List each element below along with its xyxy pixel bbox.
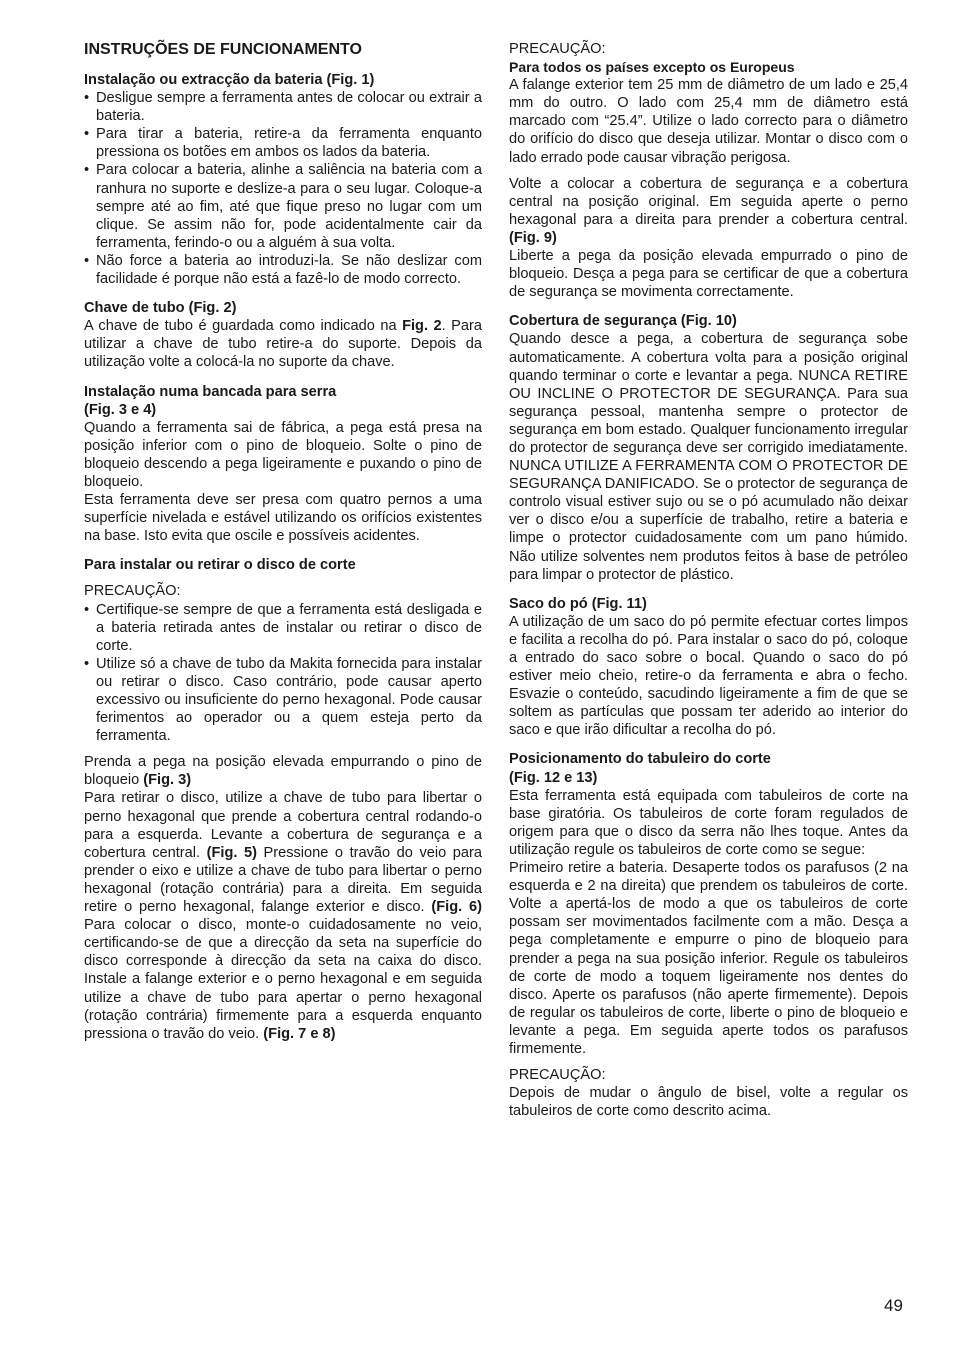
- text-run: Volte a colocar a cobertura de segurança e a cobertura central na posição original. Em seguida aperte o perno hexagonal para a direita para prender a cobertura central.: [509, 175, 908, 228]
- list-item: • Utilize só a chave de tubo da Makita fornecida para instalar ou retirar o disco. Caso contrário, pode causar aperto excessivo ou insuficiente do perno hexagonal. Pode causar ferimentos ao operador ou a quem esteja perto da ferramenta.: [84, 655, 482, 745]
- paragraph: A falange exterior tem 25 mm de diâmetro de um lado e 25,4 mm do outro. O lado com 25,4 mm de diâmetro está marcado com “25.4”. Utilize o lado correcto para o diâmetro do orifício do disco que deseja utilizar. Montar o disco com o lado errado pode causar vibração perigosa.: [509, 77, 908, 166]
- paragraph: Esta ferramenta está equipada com tabuleiros de corte na base giratória. Os tabuleiros de corte foram regulados de origem para que o disco da serra não lhes toque. Antes da utilização regule os tabuleiros de corte como se segue:: [509, 787, 908, 858]
- paragraph: Primeiro retire a bateria. Desaperte todos os parafusos (2 na esquerda e 2 na direita) que prendem os tabuleiros de corte. Volte a apertá-los de modo a que os tabuleiros de corte possam ser movimentados facilmente com a mão. Desça a pega completamente e empurre o pino de bloqueio para prender a pega na sua posição inferior. Regule os tabuleiros de corte de modo a toquem ligeiramente nos dentes do disco. Aperte os parafusos (não aperte firmemente). Depois de regular os tabuleiros de corte, liberte o pino de bloqueio e levante a pega. Em seguida aperte todos os parafusos firmemente.: [509, 860, 908, 1057]
- section-wrench: [84, 299, 482, 371]
- section-guard: [509, 312, 908, 583]
- text-run: . Para utilizar a chave de tubo retire-a do suporte. Depois da utilização volte a colocá-la no suporte da chave.: [84, 318, 483, 371]
- section-dust: [509, 595, 908, 740]
- list-item: • Certifique-se sempre de que a ferramenta está desligada e a bateria retirada antes de instalar ou retirar o disco de corte.: [84, 601, 482, 655]
- section-heading: Chave de tubo (Fig. 2): [84, 300, 237, 317]
- bullet-list: [84, 601, 482, 746]
- fig-ref: (Fig. 9): [509, 229, 557, 246]
- section-heading-line2: (Fig. 12 e 13): [509, 769, 598, 786]
- text-run: Para retirar o disco, utilize a chave de tubo para libertar o perno hexagonal que prende a cobertura central rodando-o para a esquerda. Levante a cobertura de segurança e a cobertura central.: [84, 790, 482, 861]
- list-item: • Desligue sempre a ferramenta antes de colocar ou extrair a bateria.: [84, 89, 482, 125]
- section-heading: Para instalar ou retirar o disco de corte: [84, 557, 356, 574]
- section-heading: Instalação numa bancada para serra: [84, 383, 337, 400]
- caution-subheading: Para todos os países excepto os Europeus: [509, 59, 795, 76]
- paragraph: [509, 175, 908, 247]
- fig-ref: (Fig. 6): [431, 899, 482, 916]
- paragraph: Quando desce a pega, a cobertura de segurança sobe automaticamente. A cobertura volta para a posição original quando terminar o corte e levantar a pega. NUNCA RETIRE OU INCLINE O PROTECTOR DE SEGURANÇA. Para sua segurança pessoal, mantenha sempre o protector de segurança em bom estado. Qualquer funcionamento irregular do protector de segurança deve ser corrigido imediatamente. NUNCA UTILIZE A FERRAMENTA COM O PROTECTOR DE SEGURANÇA DANIFICADO. Se o protector de segurança de controlo visual estiver sujo ou se o pó acumulado não deixar ver o disco e/ou a superfície de trabalho, retire a bateria e limpe o protector cuidadosamente com um pano húmido. Não utilize solventes nem produtos feitos à base de petróleo para limpar o protector de plástico.: [509, 331, 908, 583]
- caution-label: PRECAUÇÃO:: [509, 1067, 606, 1084]
- list-item: • Para colocar a bateria, alinhe a saliência na bateria com a ranhura no suporte e deslize-a para o seu lugar. Coloque-a sempre até ao fim, até que fique preso no lugar com um clique. Se assim não for, pode acidentalmente cair da ferramenta, ferindo-o ou a alguém à sua volta.: [84, 161, 482, 251]
- fig-ref: (Fig. 5): [206, 844, 257, 861]
- text-run: A chave de tubo é guardada como indicado na: [84, 318, 403, 335]
- text-run: Pressione o travão do veio para prender o eixo e utilize a chave de tubo para libertar o perno hexagonal (rotação contrária) para a direita. Em seguida retire o perno hexagonal, falange exterior e disco.: [84, 844, 482, 916]
- section-heading: Cobertura de segurança (Fig. 10): [509, 313, 737, 330]
- section-bench: [84, 383, 482, 546]
- section-heading: Instalação ou extracção da bateria (Fig. 1): [84, 72, 375, 88]
- list-item: • Para tirar a bateria, retire-a da ferramenta enquanto pressiona os botões em ambos os lados da bateria.: [84, 125, 482, 161]
- text-run: Prenda a pega na posição elevada empurrando o pino de bloqueio: [84, 754, 482, 789]
- paragraph: A utilização de um saco do pó permite efectuar cortes limpos e facilita a recolha do pó. Para instalar o saco do pó, coloque a entrado do saco sobre o bocal. Quando o saco do pó estiver meio cheio, retire-o da ferramenta e abra o fecho. Esvazie o conteúdo, sacudindo ligeiramente a fim de que se soltem as partículas que possam ter aderido ao interior do saco e que irão dificultar a recolha do pó.: [509, 613, 908, 739]
- text-run: Para colocar o disco, monte-o cuidadosamente no veio, certificando-se de que a direcção da seta na superfície do disco corresponde à direcção da seta na caixa do disco. Instale a falange exterior e o perno hexagonal e em seguida utilize a chave de tubo para apertar o perno hexagonal (rotação contrária) firmemente para a esquerda enquanto pressiona o travão do veio.: [84, 917, 482, 1042]
- section-kerf: [509, 750, 908, 1120]
- section-heading: Posicionamento do tabuleiro do corte: [509, 751, 771, 768]
- section-heading: Saco do pó (Fig. 11): [509, 595, 647, 612]
- paragraph: Depois de mudar o ângulo de bisel, volte a regular os tabuleiros de corte como descrito acima.: [509, 1085, 908, 1120]
- caution-label: PRECAUÇÃO:: [509, 41, 606, 57]
- fig-ref: (Fig. 7 e 8): [263, 1025, 336, 1042]
- paragraph: Esta ferramenta deve ser presa com quatro pernos a uma superfície nivelada e estável utilizando os orifícios existentes na base. Isto evita que oscile e possíveis acidentes.: [84, 492, 482, 545]
- left-column: [84, 40, 482, 1054]
- fig-ref: (Fig. 3): [143, 772, 192, 789]
- caution-label: PRECAUÇÃO:: [84, 583, 181, 600]
- paragraph: Liberte a pega da posição elevada empurrado o pino de bloqueio. Desça a pega para se certificar de que a cobertura de segurança se movimenta correctamente.: [509, 248, 908, 301]
- fig-ref: Fig. 2: [402, 318, 442, 335]
- page-number: 49: [884, 1296, 903, 1315]
- right-column: [509, 40, 908, 1131]
- section-battery: [84, 71, 482, 288]
- paragraph: [84, 317, 482, 371]
- paragraph: [84, 789, 482, 1042]
- bullet-list: [84, 89, 482, 288]
- paragraph: [84, 753, 482, 789]
- list-item: • Não force a bateria ao introduzi-la. Se não deslizar com facilidade é porque não está a fazê-lo de modo correcto.: [84, 252, 482, 288]
- section-disc: [84, 556, 482, 1042]
- page-title: INSTRUÇÕES DE FUNCIONAMENTO: [84, 41, 362, 58]
- section-flange: [509, 40, 908, 301]
- section-heading-line2: (Fig. 3 e 4): [84, 401, 157, 418]
- paragraph: Quando a ferramenta sai de fábrica, a pega está presa na posição inferior com o pino de bloqueio. Solte o pino de bloqueio descendo a pega ligeiramente e puxando o pino de bloqueio.: [84, 419, 482, 490]
